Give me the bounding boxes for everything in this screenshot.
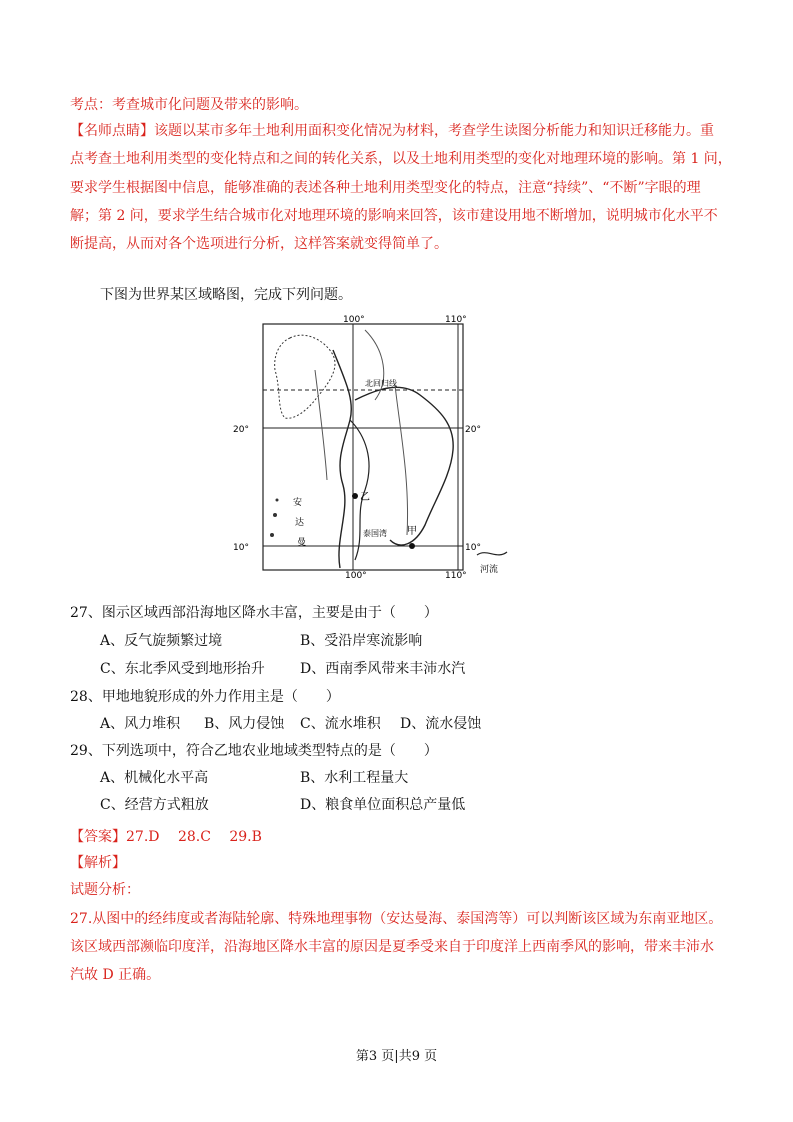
mingshi-line-5: 断提高，从而对各个选项进行分析，这样答案就变得简单了。 xyxy=(70,236,448,252)
coast-east xyxy=(355,387,453,545)
label-100-top: 100° xyxy=(343,315,365,325)
mingshi-line-2: 点考查土地利用类型的变化特点和之间的转化关系，以及土地利用类型的变化对地理环境的影响。第 1 问， xyxy=(70,151,732,167)
analysis-line-1: 27.从图中的经纬度或者海陆轮廓、特殊地理事物（安达曼海、泰国湾等）可以判断该区域为东南亚地区。 xyxy=(70,911,723,927)
island-3 xyxy=(276,499,279,502)
label-20-right: 20° xyxy=(465,425,481,435)
island-2 xyxy=(270,533,274,537)
kaodian-line: 考点：考查城市化问题及带来的影响。 xyxy=(70,97,308,113)
map-svg xyxy=(215,310,510,578)
label-10-left: 10° xyxy=(233,543,249,553)
label-10-right: 10° xyxy=(465,543,481,553)
jiexi-heading: 【解析】 xyxy=(70,855,126,871)
answer-line: 【答案】27.D 28.C 29.B xyxy=(70,829,262,845)
q28-option-a: A、风力堆积 xyxy=(100,716,181,732)
q27-option-b: B、受沿岸寒流影响 xyxy=(300,633,423,649)
label-110-top: 110° xyxy=(445,315,467,325)
island-1 xyxy=(273,513,277,517)
q29-option-a: A、机械化水平高 xyxy=(100,770,209,786)
coast-west xyxy=(333,350,351,568)
legend-river-label: 河流 xyxy=(480,565,499,575)
label-andaman-3: 曼 xyxy=(297,538,307,548)
analysis-line-2: 该区域西部濒临印度洋，沿海地区降水丰富的原因是夏季受来自于印度洋上西南季风的影响，带来丰沛水 xyxy=(70,939,714,955)
q27-option-d: D、西南季风带来丰沛水汽 xyxy=(300,661,466,677)
shiti-heading: 试题分析： xyxy=(70,882,140,898)
point-jia xyxy=(409,543,415,549)
q28-stem: 28、甲地地貌形成的外力作用主是（ ） xyxy=(70,689,340,705)
mingshi-line-3: 要求学生根据图中信息，能够准确的表述各种土地利用类型变化的特点，注意“持续”、“不断”字眼的理 xyxy=(70,180,701,196)
river-2 xyxy=(395,385,408,535)
q29-option-c: C、经营方式粗放 xyxy=(100,797,209,813)
label-jia: 甲 xyxy=(407,526,417,537)
q29-option-b: B、水利工程量大 xyxy=(300,770,409,786)
analysis-line-3: 汽故 D 正确。 xyxy=(70,967,161,983)
page-footer: 第3 页|共9 页 xyxy=(355,1049,438,1064)
label-tropic: 北回归线 xyxy=(365,379,397,388)
label-yi: 乙 xyxy=(360,492,370,503)
label-110-bottom: 110° xyxy=(445,571,467,578)
q28-option-b: B、风力侵蚀 xyxy=(204,716,285,732)
legend-river-symbol xyxy=(477,552,507,555)
river-1 xyxy=(365,330,384,400)
q29-option-d: D、粮食单位面积总产量低 xyxy=(300,797,466,813)
mingshi-line-1: 【名师点睛】该题以某市多年土地利用面积变化情况为材料，考查学生读图分析能力和知识迁移能力。重 xyxy=(70,123,714,139)
mingshi-line-4: 解；第 2 问，要求学生结合城市化对地理环境的影响来回答，该市建设用地不断增加，说明城市化水平不 xyxy=(70,208,718,224)
q27-stem: 27、图示区域西部沿海地区降水丰富，主要是由于（ ） xyxy=(70,605,438,621)
q28-option-c: C、流水堆积 xyxy=(300,716,381,732)
point-yi xyxy=(352,493,358,499)
label-20-left: 20° xyxy=(233,425,249,435)
label-gulf: 泰国湾 xyxy=(363,529,387,538)
q29-stem: 29、下列选项中，符合乙地农业地域类型特点的是（ ） xyxy=(70,743,438,759)
q28-option-d: D、流水侵蚀 xyxy=(400,716,482,732)
label-andaman-2: 达 xyxy=(295,518,305,528)
intro-text: 下图为世界某区域略图，完成下列问题。 xyxy=(100,287,352,303)
q27-option-a: A、反气旋频繁过境 xyxy=(100,633,223,649)
region-map xyxy=(215,310,510,578)
label-100-bottom: 100° xyxy=(345,571,367,578)
coast-north xyxy=(275,335,335,418)
q27-option-c: C、东北季风受到地形抬升 xyxy=(100,661,265,677)
label-andaman-1: 安 xyxy=(293,498,303,508)
